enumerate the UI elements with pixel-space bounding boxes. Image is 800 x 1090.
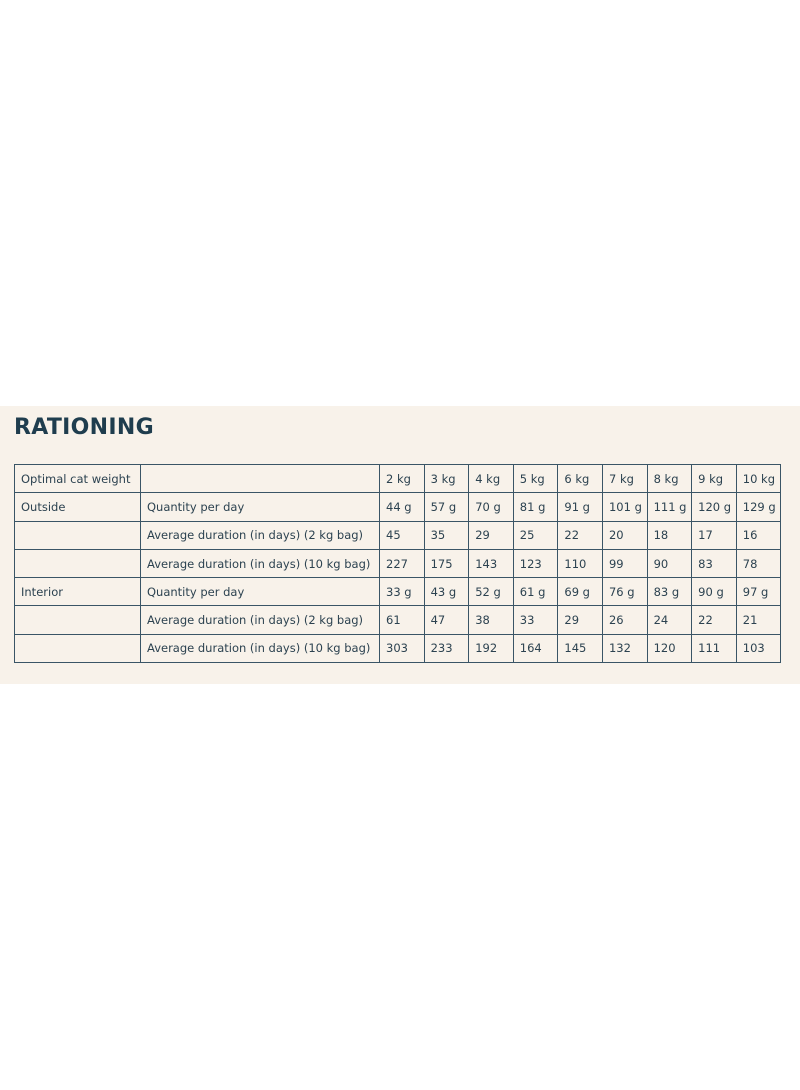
weight-header: 4 kg (469, 465, 514, 493)
value-cell: 52 g (469, 578, 514, 606)
value-cell: 91 g (558, 493, 603, 521)
value-cell: 17 (692, 521, 737, 549)
value-cell: 110 (558, 549, 603, 577)
weight-header: 5 kg (513, 465, 558, 493)
value-cell: 47 (424, 606, 469, 634)
value-cell: 70 g (469, 493, 514, 521)
header-empty-cell (141, 465, 380, 493)
section-title: RATIONING (14, 415, 154, 440)
value-cell: 45 (380, 521, 425, 549)
table-row (15, 606, 781, 634)
metric-cell: Average duration (in days) (10 kg bag) (141, 634, 380, 662)
value-cell: 101 g (602, 493, 647, 521)
value-cell: 33 (513, 606, 558, 634)
value-cell: 21 (736, 606, 781, 634)
value-cell: 69 g (558, 578, 603, 606)
value-cell: 33 g (380, 578, 425, 606)
weight-header: 8 kg (647, 465, 692, 493)
value-cell: 164 (513, 634, 558, 662)
value-cell: 83 g (647, 578, 692, 606)
table-row (15, 521, 781, 549)
weight-header: 2 kg (380, 465, 425, 493)
group-cell (15, 606, 141, 634)
value-cell: 78 (736, 549, 781, 577)
rationing-table (14, 464, 781, 663)
value-cell: 38 (469, 606, 514, 634)
value-cell: 22 (692, 606, 737, 634)
group-cell: Interior (15, 578, 141, 606)
value-cell: 61 g (513, 578, 558, 606)
value-cell: 97 g (736, 578, 781, 606)
value-cell: 227 (380, 549, 425, 577)
group-cell: Outside (15, 493, 141, 521)
value-cell: 16 (736, 521, 781, 549)
weight-header: 6 kg (558, 465, 603, 493)
value-cell: 20 (602, 521, 647, 549)
value-cell: 29 (469, 521, 514, 549)
value-cell: 129 g (736, 493, 781, 521)
value-cell: 123 (513, 549, 558, 577)
weight-header: 10 kg (736, 465, 781, 493)
value-cell: 103 (736, 634, 781, 662)
table-row (15, 493, 781, 521)
value-cell: 35 (424, 521, 469, 549)
value-cell: 175 (424, 549, 469, 577)
value-cell: 145 (558, 634, 603, 662)
weight-header: 3 kg (424, 465, 469, 493)
table-row (15, 578, 781, 606)
value-cell: 81 g (513, 493, 558, 521)
group-cell (15, 521, 141, 549)
value-cell: 132 (602, 634, 647, 662)
metric-cell: Quantity per day (141, 493, 380, 521)
value-cell: 192 (469, 634, 514, 662)
value-cell: 99 (602, 549, 647, 577)
value-cell: 44 g (380, 493, 425, 521)
value-cell: 24 (647, 606, 692, 634)
value-cell: 83 (692, 549, 737, 577)
metric-cell: Quantity per day (141, 578, 380, 606)
value-cell: 26 (602, 606, 647, 634)
metric-cell: Average duration (in days) (10 kg bag) (141, 549, 380, 577)
header-label: Optimal cat weight (15, 465, 141, 493)
metric-cell: Average duration (in days) (2 kg bag) (141, 606, 380, 634)
value-cell: 25 (513, 521, 558, 549)
value-cell: 111 (692, 634, 737, 662)
table-row (15, 549, 781, 577)
group-cell (15, 549, 141, 577)
value-cell: 143 (469, 549, 514, 577)
value-cell: 90 (647, 549, 692, 577)
table-row (15, 634, 781, 662)
value-cell: 120 (647, 634, 692, 662)
value-cell: 233 (424, 634, 469, 662)
value-cell: 29 (558, 606, 603, 634)
value-cell: 303 (380, 634, 425, 662)
value-cell: 61 (380, 606, 425, 634)
value-cell: 120 g (692, 493, 737, 521)
value-cell: 22 (558, 521, 603, 549)
value-cell: 43 g (424, 578, 469, 606)
group-cell (15, 634, 141, 662)
value-cell: 18 (647, 521, 692, 549)
weight-header: 7 kg (602, 465, 647, 493)
value-cell: 90 g (692, 578, 737, 606)
value-cell: 57 g (424, 493, 469, 521)
metric-cell: Average duration (in days) (2 kg bag) (141, 521, 380, 549)
table-header-row (15, 465, 781, 493)
value-cell: 76 g (602, 578, 647, 606)
weight-header: 9 kg (692, 465, 737, 493)
value-cell: 111 g (647, 493, 692, 521)
